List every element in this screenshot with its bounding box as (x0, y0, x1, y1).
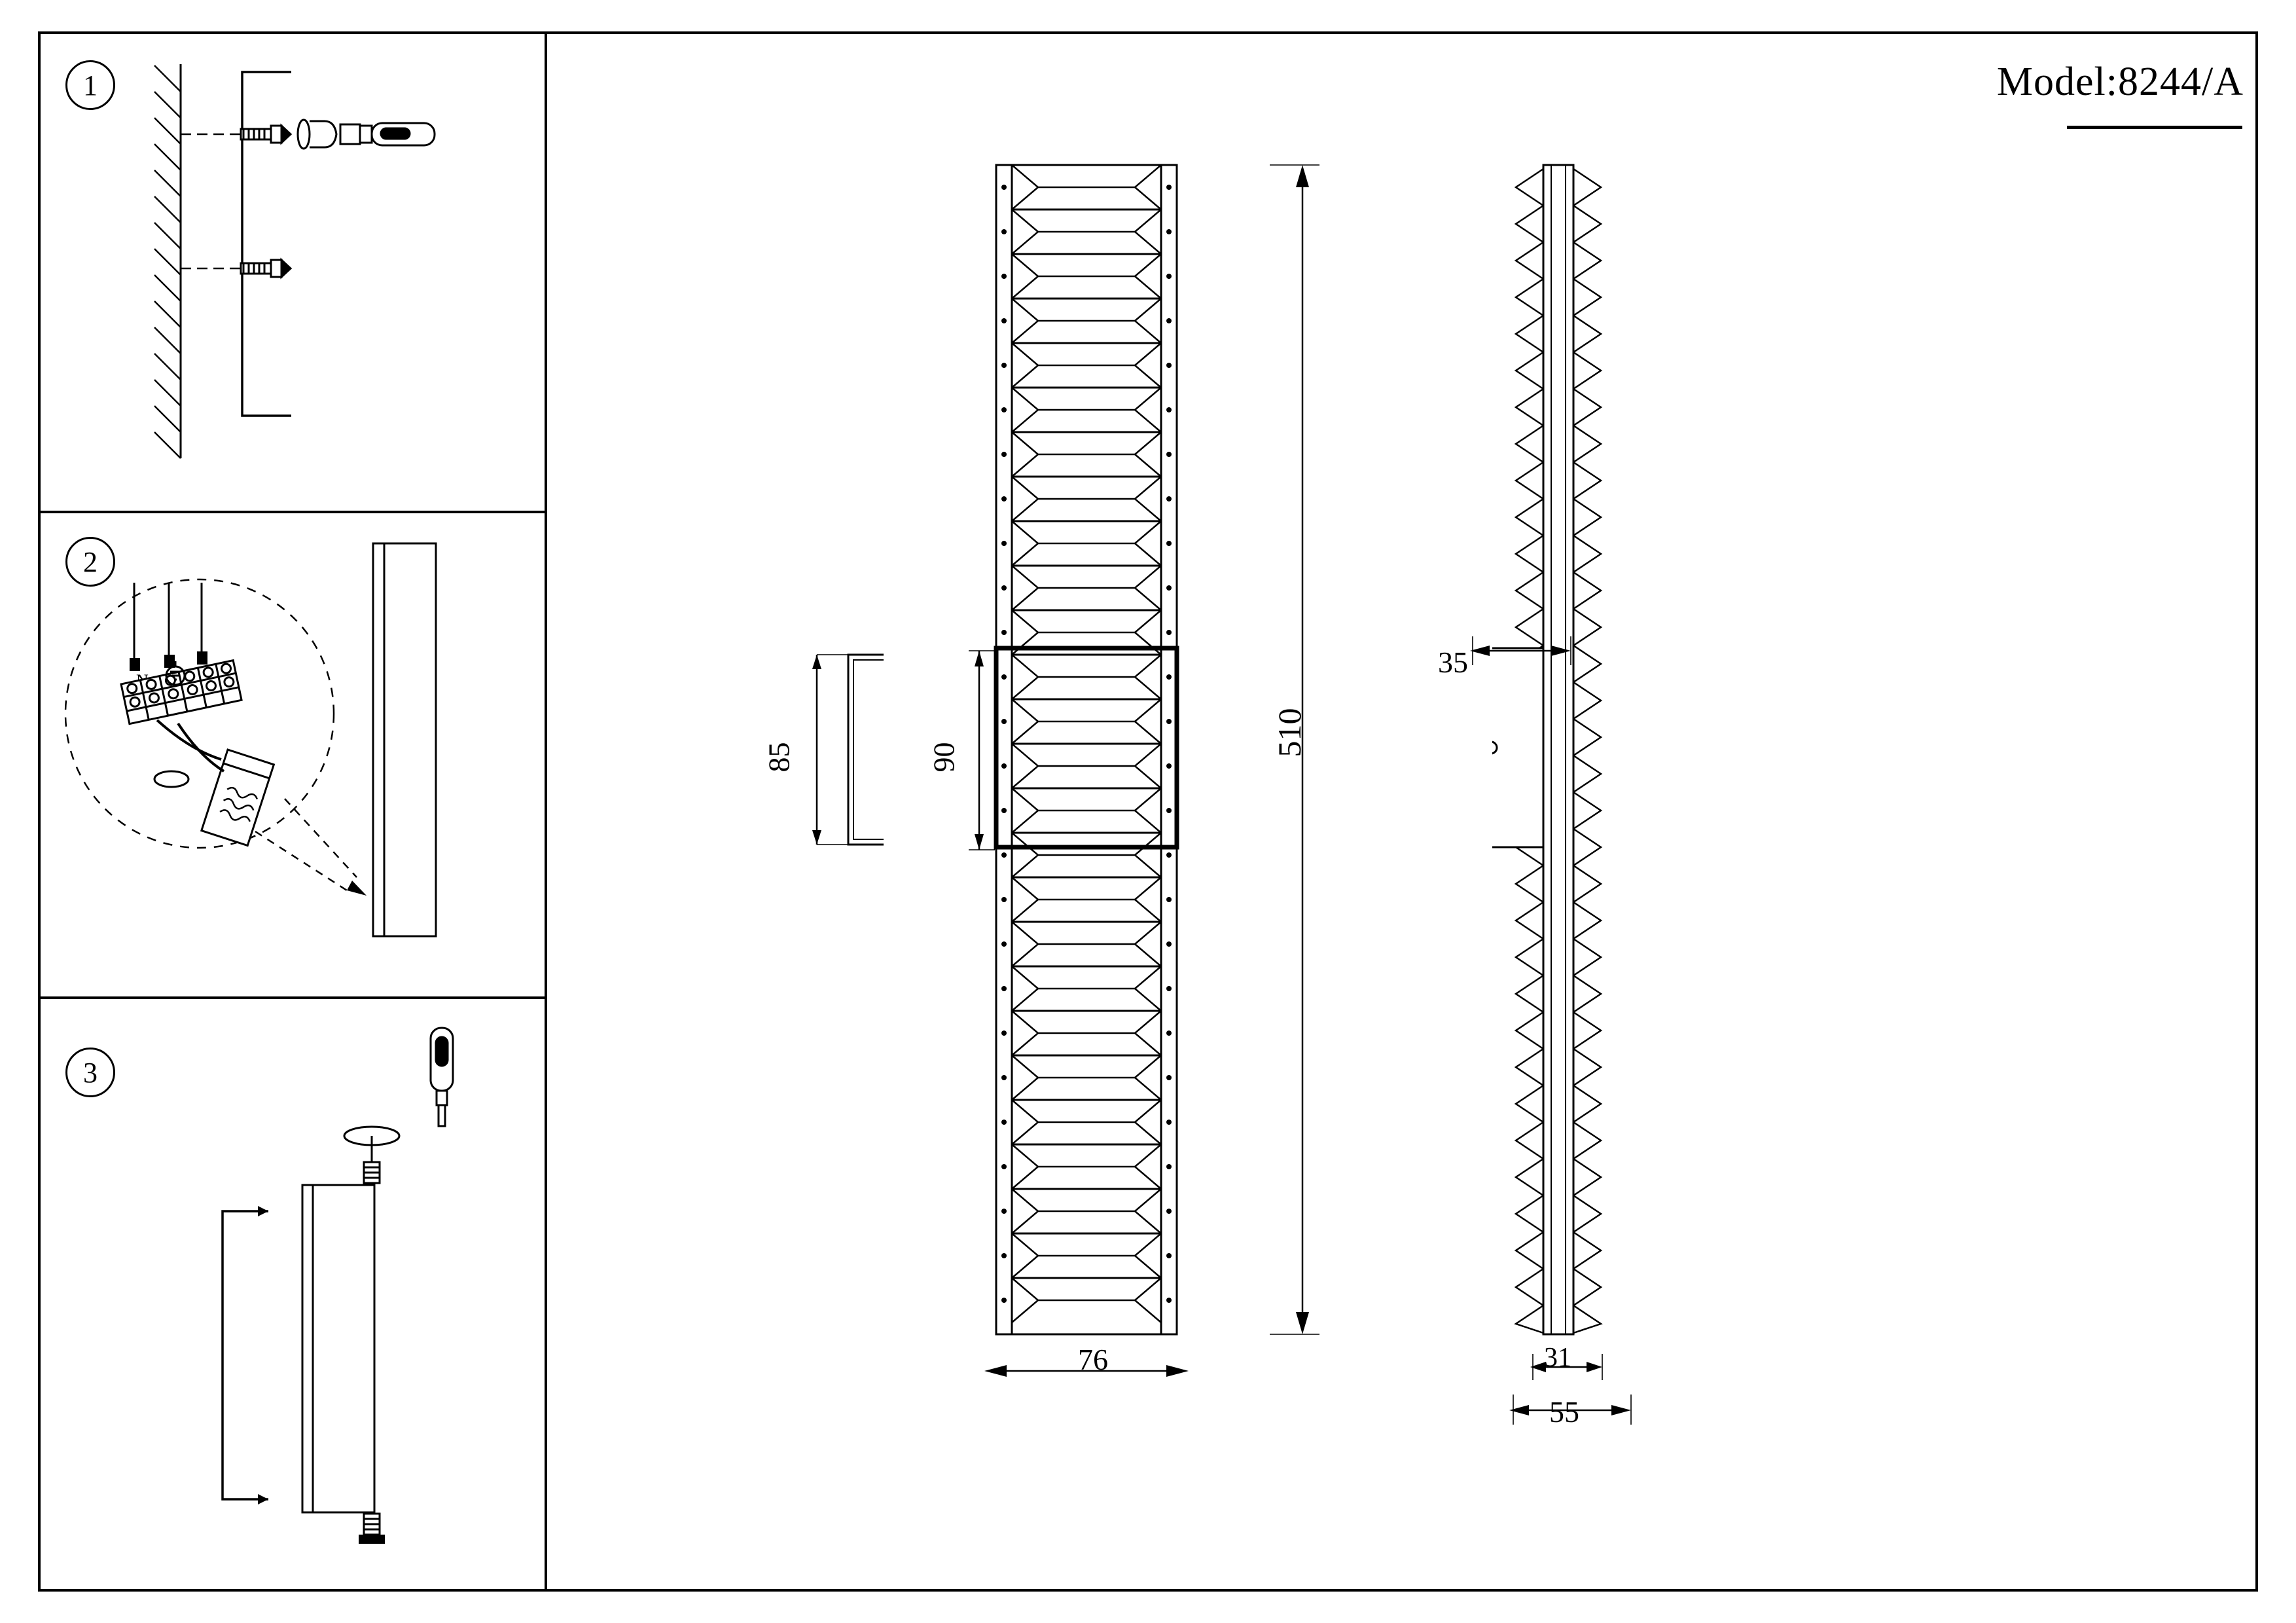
model-title-underline (2067, 126, 2242, 129)
dim-side-total-depth-label: 55 (1549, 1395, 1579, 1429)
step-number-2: 2 (65, 537, 115, 587)
dim-bracket-length-label: 85 (762, 742, 796, 773)
step2-illustration (59, 524, 537, 982)
horizontal-divider-1 (38, 511, 547, 513)
dim-front-width-label: 76 (1078, 1343, 1108, 1376)
step3-illustration (151, 1021, 543, 1552)
model-title: Model:8244/A (1996, 60, 2244, 104)
front-view-drawing (982, 151, 1191, 1349)
horizontal-divider-2 (38, 996, 547, 999)
step1-illustration (151, 52, 543, 498)
dim-crystal-block-label: 90 (927, 742, 961, 773)
dim-total-height-label: 510 (1271, 708, 1308, 757)
step-number-3: 3 (65, 1048, 115, 1097)
dim-side-plate-label: 35 (1438, 646, 1468, 679)
step-number-1: 1 (65, 60, 115, 110)
side-view-drawing (1492, 151, 1623, 1349)
dim-side-body-depth-label: 31 (1544, 1343, 1571, 1373)
bracket-profile-drawing (785, 642, 903, 864)
vertical-divider (545, 31, 547, 1592)
